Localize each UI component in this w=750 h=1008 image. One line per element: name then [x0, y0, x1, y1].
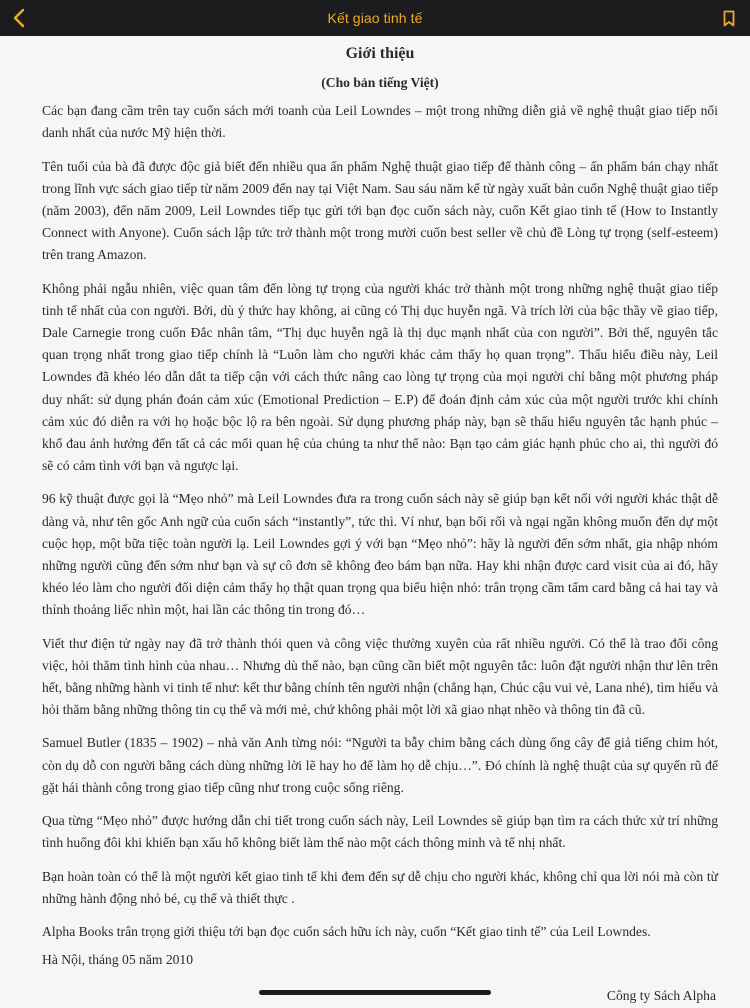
- book-title: Kết giao tinh tế: [327, 10, 423, 26]
- paragraph: Viết thư điện tử ngày nay đã trở thành thói quen và công việc thường xuyên của rất nhiều người. Có thể là trao đổi công việc, hỏi thăm tình hình của nhau… Nhưng dù thế nào, bạn cũng cần biết một nguyên tắc: luôn đặt người nhận thư lên trên hết, bằng những hành vi tinh tế như: kết thư bằng chính tên người nhận (chẳng hạn, Chúc cậu vui vẻ, Lana nhé), tìm hiểu và hỏi thăm bằng những thông tin cụ thể và mới mẻ, chứ không phải một lời xã giao nhạt nhẽo và thông tin đã cũ.: [42, 635, 718, 718]
- paragraph: Tên tuổi của bà đã được độc giả biết đến nhiều qua ấn phẩm Nghệ thuật giao tiếp để thành công – ấn phẩm bán chạy nhất trong lĩnh vực sách giao tiếp từ năm 2009 đến nay tại Việt Nam. Sau sáu năm kể từ ngày xuất bản cuốn Nghệ thuật giao tiếp (năm 2003), đến năm 2009, Leil Lowndes tiếp tục gửi tới bạn đọc cuốn sách này, cuốn Kết giao tinh tế (How to Instantly Connect with Anyone). Cuốn sách lập tức trở thành một trong mười cuốn best seller về chủ đề Lòng tự trọng (self-esteem) trên trang Amazon.: [42, 158, 718, 263]
- paragraph: Không phải ngẫu nhiên, việc quan tâm đến lòng tự trọng của người khác trở thành một trong những nghệ thuật giao tiếp tinh tế nhất của con người. Bởi, dù ý thức hay không, ai cũng có Thị dục huyễn ngã. Và trích lời của bậc thầy về giao tiếp, Dale Carnegie trong cuốn Đắc nhân tâm, “Thị dục huyễn ngã là thị dục mạnh nhất của con người”. Bởi thế, nguyên tắc quan trọng nhất trong giao tiếp chính là “Luôn làm cho người khác cảm thấy họ quan trọng”. Thấu hiểu điều này, Leil Lowndes đã khéo léo dẫn dắt ta tiếp cận với cách thức nâng cao lòng tự trọng của mọi người chỉ bằng một phương pháp duy nhất: sử dụng phán đoán cảm xúc (Emotional Prediction – E.P) để đoán định cảm xúc của một người trước khi chính cảm xúc đó diễn ra với họ hoặc bộc lộ ra bên ngoài. Sử dụng phương pháp này, bạn sẽ thấu hiểu nguyên tắc hạnh phúc – khổ đau ảnh hưởng đến tất cả các mối quan hệ của chúng ta như thế nào: Bạn tạo cảm giác hạnh phúc cho ai, thì người đó sẽ có cảm tình với bạn và ngược lại.: [42, 280, 718, 474]
- home-indicator[interactable]: [259, 990, 491, 995]
- paragraph: Các bạn đang cầm trên tay cuốn sách mới toanh của Leil Lowndes – một trong những diễn giả về nghệ thuật giao tiếp nổi danh nhất của nước Mỹ hiện thời.: [42, 103, 718, 141]
- reader-page[interactable]: [0, 36, 750, 1008]
- chapter-title: Giới thiệu: [345, 45, 415, 62]
- top-navigation-bar: [0, 0, 750, 36]
- paragraph: Bạn hoàn toàn có thể là một người kết giao tinh tế khi đem đến sự dễ chịu cho người khác, không chỉ qua lời nói mà còn từ những hành động nhỏ bé, cụ thể và thiết thực .: [42, 868, 718, 906]
- signature: Công ty Sách Alpha: [606, 988, 716, 1004]
- chevron-left-icon: [12, 8, 26, 28]
- paragraph: Alpha Books trân trọng giới thiệu tới bạn đọc cuốn sách hữu ích này, cuốn “Kết giao tinh tế” của Leil Lowndes.: [42, 923, 651, 939]
- paragraph: Samuel Butler (1835 – 1902) – nhà văn Anh từng nói: “Người ta bẫy chim bằng cách dùng ống cây để giả tiếng chim hót, còn dụ dỗ con người bằng cách dùng những lời lẽ hay ho để làm họ dễ chịu…”. Đó chính là nghệ thuật của sự quyến rũ để gặt hái thành công trong giao tiếp cũng như trong cuộc sống riêng.: [42, 735, 718, 795]
- date-line: Hà Nội, tháng 05 năm 2010: [42, 952, 194, 968]
- paragraph: 96 kỹ thuật được gọi là “Mẹo nhỏ” mà Leil Lowndes đưa ra trong cuốn sách này sẽ giúp bạn kết nối với người khác thật dễ dàng và, như tên gốc Anh ngữ của cuốn sách “instantly”, tức thì. Ví như, bạn bối rối và ngại ngần không muốn đến dự một cuộc họp, một bữa tiệc toàn người lạ. Leil Lowndes gợi ý với bạn “Mẹo nhỏ”: hãy là người đến sớm nhất, gia nhập nhóm những người cũng đến sớm như bạn và sự cô đơn sẽ không đeo bám bạn nữa. Hay khi nhận được card visit của ai đó, hãy khéo léo làm cho người đối diện cảm thấy họ thật quan trọng qua biểu hiện nhỏ: trân trọng cầm tấm card bằng cả hai tay và thỉnh thoảng liếc nhìn một, hai lần các thông tin trong đó…: [42, 491, 718, 618]
- bookmark-icon: [723, 10, 735, 27]
- chapter-subtitle: (Cho bản tiếng Việt): [321, 75, 439, 90]
- bookmark-button[interactable]: [716, 3, 742, 33]
- back-button[interactable]: [4, 2, 34, 34]
- paragraph: Qua từng “Mẹo nhỏ” được hướng dẫn chi tiết trong cuốn sách này, Leil Lowndes sẽ giúp bạn tìm ra cách thức xử trí những tình huống đôi khi khiến bạn xấu hổ không biết làm thế nào một cách thông minh và tế nhị nhất.: [42, 813, 718, 851]
